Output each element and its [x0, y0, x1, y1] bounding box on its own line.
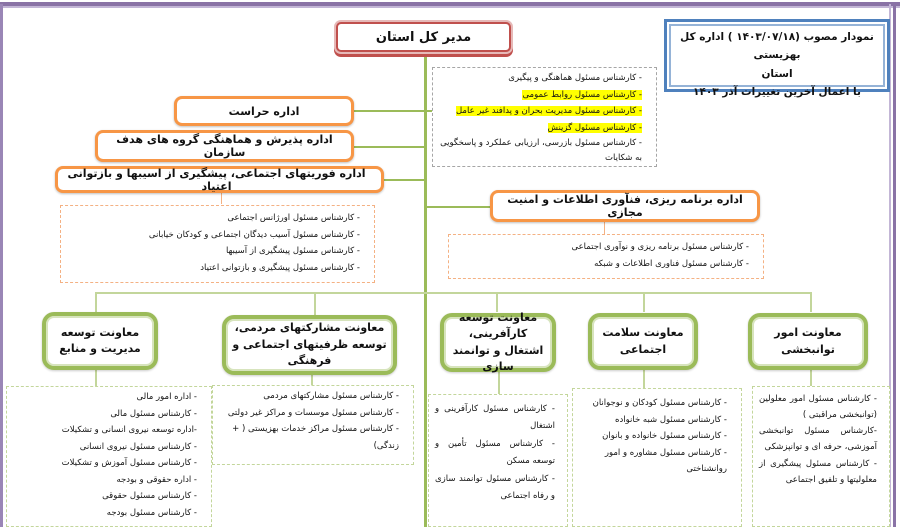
office-emergency-label: اداره فوریتهای اجتماعی، پیشگیری از اسیبها و بازتوانی اعتیاد [67, 166, 366, 193]
director-staff-item: - کارشناس مسئول بازرسی، ارزیابی عملکرد و پاسخگویی به شکایات [440, 138, 642, 163]
social-health-staff-item: - کارشناس مسئول مشاوره و امور روانشناختی [604, 447, 727, 475]
stub-emergency [221, 192, 222, 204]
rehabilitation-staff-item: -کارشناس مسئول توانبخشی آموزشی، حرفه ای و توانپزشکی [759, 426, 877, 453]
management-staff-list [6, 386, 212, 527]
deputy-social-health-box [588, 313, 698, 370]
social-health-staff-item: - کارشناس مسئول خانواده و بانوان [602, 431, 727, 442]
management-staff-item: - کارشناس مسئول حقوقی [102, 491, 197, 502]
participation-staff-list [212, 385, 414, 465]
emergency-staff-item: - کارشناس مسئول پیشگیری و بازتوانی اعتیاد [200, 262, 360, 273]
connector-admission [354, 146, 426, 148]
rehabilitation-staff-item: - کارشناس مسئول پیشگیری از معلولیتها و تلفیق اجتماعی [759, 458, 877, 485]
deputy-participation-box [222, 315, 397, 375]
entrepreneurship-staff-item: - کارشناس مسئول کارآفرینی و اشتغال [435, 404, 555, 432]
deputy-management-label: معاونت توسعه مدیریت و منابع [59, 325, 141, 355]
page-frame-left [0, 4, 3, 527]
page-frame-top-inner [0, 6, 900, 8]
entrepreneurship-staff-item: - کارشناس مسئول تأمین و توسعه مسکن [435, 438, 555, 467]
emergency-staff-item: - کارشناس مسئول پیشگیری از آسیبها [226, 246, 360, 257]
drop-deputy-1 [95, 292, 97, 312]
drop-deputy-2 [314, 292, 316, 316]
director-staff-list [432, 67, 657, 167]
page-frame-right [893, 4, 896, 527]
drop-deputy-5 [810, 292, 812, 312]
director-staff-item: - کارشناس مسئول روابط عمومی [522, 89, 642, 100]
management-staff-item: -اداره توسعه نیروی انسانی و تشکیلات [61, 425, 197, 436]
deputy-social-health-label: معاونت سلامت اجتماعی [602, 326, 684, 356]
emergency-staff-item: - کارشناس مسئول آسیب دیدگان اجتماعی و کودکان خیابانی [148, 229, 360, 240]
office-security-box [174, 96, 354, 126]
deputy-management-box [42, 312, 158, 370]
chart-title-line-1: نمودار مصوب (۱۴۰۳/۰۷/۱۸ ) اداره کل بهزیستی [680, 31, 874, 62]
chart-title-box [664, 19, 890, 99]
stub-deputy-5 [810, 370, 812, 386]
office-emergency-box [55, 166, 384, 193]
office-admission-label: اداره پذیرش و هماهنگی گروه های هدف سازمان [116, 133, 333, 159]
stub-deputy-2 [311, 375, 313, 385]
stub-deputy-4 [643, 370, 645, 388]
management-staff-item: - کارشناس مسئول مالی [110, 408, 197, 419]
social-health-staff-item: - کارشناس مسئول کودکان و نوجوانان [592, 398, 727, 408]
deputy-rehabilitation-label: معاونت امور توانبخشی [774, 326, 842, 356]
management-staff-item: - اداره امور مالی [136, 392, 197, 402]
participation-staff-item: - کارشناس مسئول مشارکتهای مردمی [263, 391, 399, 401]
management-staff-item: - کارشناس مسئول نیروی انسانی [79, 441, 197, 452]
director-general-label: مدیر کل استان [375, 29, 472, 45]
rehabilitation-staff-list [752, 386, 890, 527]
office-security-label: اداره حراست [228, 104, 300, 118]
connector-emergency [384, 179, 426, 181]
chart-title-line-3: با اعمال آخرین تغییرات آذر ۱۴۰۳ [693, 86, 861, 99]
participation-staff-item: - کارشناس مسئول مراکز خدمات بهزیستی ( + زندگی) [232, 424, 399, 451]
director-general-box [336, 22, 511, 52]
planning-staff-list [448, 234, 764, 279]
deputy-participation-label: معاونت مشارکتهای مردمی، توسعه ظرفیتهای اجتماعی و فرهنگی [232, 321, 387, 368]
chart-title-line-2: استان [761, 67, 793, 80]
social-health-staff-list [572, 388, 742, 527]
office-planning-box [490, 190, 760, 222]
rehabilitation-staff-item: - کارشناس مسئول امور معلولین (توانبخشی مراقبتی ) [759, 394, 877, 421]
emergency-staff-list [60, 205, 375, 283]
participation-staff-item: - کارشناس مسئول موسسات و مراکز غیر دولتی [227, 407, 399, 418]
connector-security [354, 110, 426, 112]
connector-planning [426, 206, 490, 208]
director-staff-item: - کارشناس مسئول گزینش [547, 122, 642, 133]
entrepreneurship-staff-list [428, 394, 568, 527]
entrepreneurship-staff-item: - کارشناس مسئول توانمند سازی و رفاه اجتماعی [435, 473, 555, 502]
director-staff-item: - کارشناس مسئول مدیریت بحران و پدافند غیر عامل [455, 106, 642, 117]
management-staff-item: - کارشناس مسئول آموزش و تشکیلات [61, 458, 197, 469]
stub-planning [604, 222, 605, 234]
social-health-staff-item: - کارشناس مسئول شبه خانواده [615, 414, 727, 425]
management-staff-item: - کارشناس مسئول بودجه [106, 507, 197, 518]
office-admission-box [95, 130, 354, 162]
director-staff-item: - کارشناس مسئول هماهنگی و پیگیری [508, 73, 642, 83]
planning-staff-item: - کارشناس مسئول برنامه ریزی و نوآوری اجتماعی [571, 242, 749, 252]
deputy-entrepreneurship-label: معاونت توسعه کارآفرینی، اشتغال و توانمند سازی [452, 310, 544, 373]
deputies-horizontal-bar [95, 292, 810, 294]
office-planning-label: اداره برنامه ریزی، فنآوری اطلاعات و امنیت مجازی [507, 193, 743, 219]
drop-deputy-4 [643, 292, 645, 312]
management-staff-item: - اداره حقوقی و بودجه [116, 474, 197, 485]
stub-deputy-1 [95, 370, 97, 386]
planning-staff-item: - کارشناس مسئول فناوری اطلاعات و شبکه [594, 258, 749, 269]
deputy-rehabilitation-box [748, 313, 868, 370]
emergency-staff-item: - کارشناس مسئول اورژانس اجتماعی [227, 213, 360, 223]
deputy-entrepreneurship-box [440, 310, 556, 373]
